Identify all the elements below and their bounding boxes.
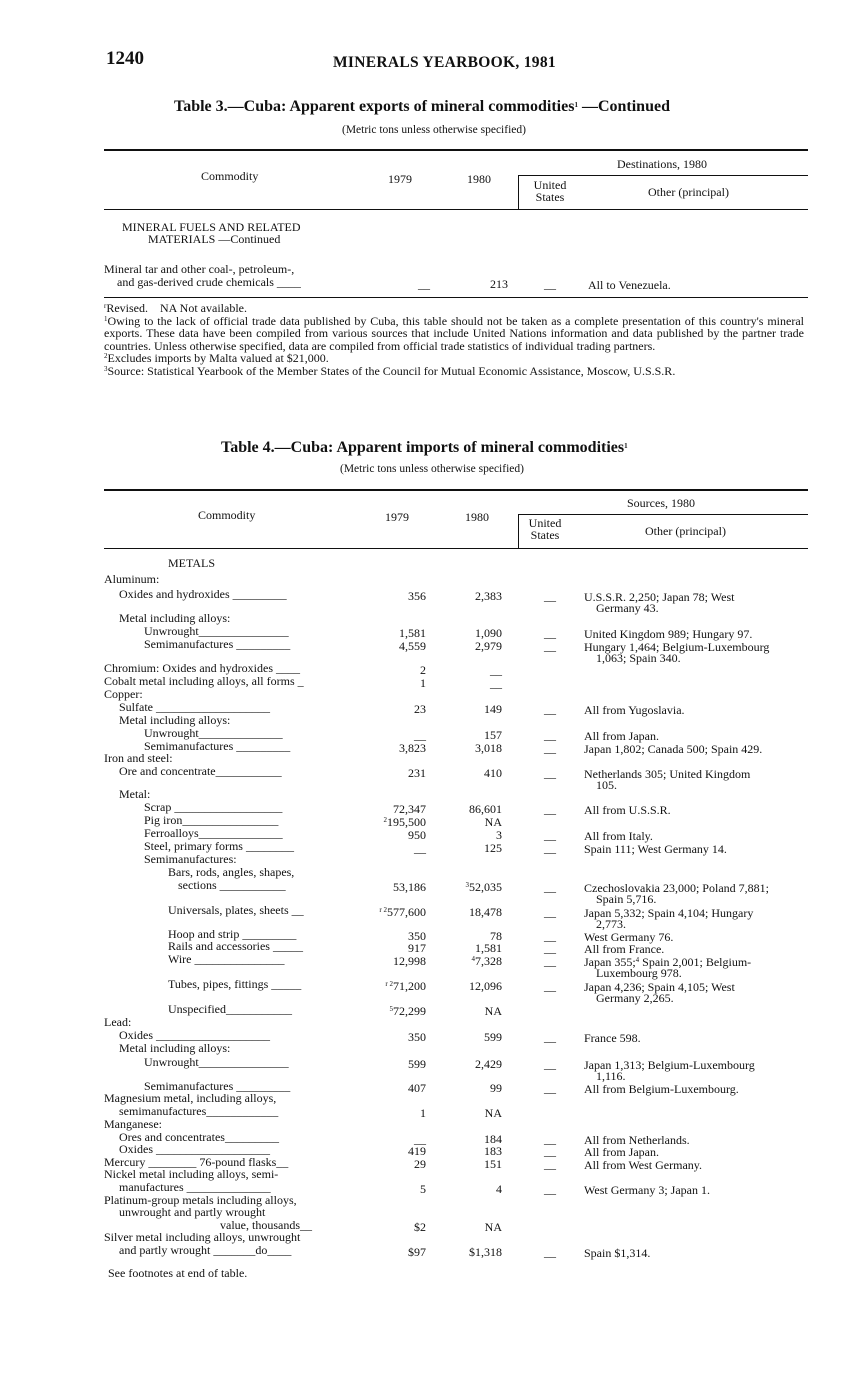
table3-row-commodity-2: and gas-derived crude chemicals ____	[117, 275, 301, 289]
table4-row-1979: __	[414, 841, 426, 855]
table4-row-us: __	[544, 589, 556, 603]
table4-row-commodity: Semimanufactures _________	[144, 739, 291, 753]
table4-row-commodity: Cobalt metal including alloys, all forms _	[104, 674, 304, 688]
table4-row-other: West Germany 3; Japan 1.	[584, 1183, 710, 1197]
table4-row-1980: 183	[484, 1144, 502, 1158]
table3-header-1979: 1979	[388, 172, 412, 186]
table3-row-1980: 213	[490, 277, 508, 291]
table4-row-1980: NA	[484, 1004, 502, 1018]
table4-row-commodity: Magnesium metal, including alloys,	[104, 1091, 277, 1105]
table4-row-commodity: manufactures ______________	[119, 1180, 271, 1194]
table4-row-other: West Germany 76.	[584, 930, 674, 944]
table4-row-commodity: Sulfate ___________________	[119, 700, 270, 714]
table4-row-1980-value: 52,035	[469, 880, 502, 894]
table4-row-commodity: Silver metal including alloys, unwrought	[104, 1230, 301, 1244]
table4-row-commodity: Steel, primary forms ________	[144, 839, 294, 853]
footnote-revised-mark: r	[104, 302, 107, 310]
table4-top-rule	[104, 489, 808, 491]
table4-row-commodity: Pig iron________________	[144, 813, 279, 827]
table4-row-1980: 599	[484, 1030, 502, 1044]
table4-row-1979: 3,823	[399, 741, 426, 755]
footnote-3-mark: 3	[104, 364, 108, 373]
table4-row-commodity: Metal including alloys:	[119, 713, 231, 727]
footnote-1-text: Owing to the lack of official trade data published by Cuba, this table should not be taken as a complete presentation of this country's mineral exports. These data have been compiled from various sources that include United Nations information and data published by the partner trade countries. Unless otherwise specified, data are compiled from official trade statistics of individual trading partners.	[104, 313, 804, 353]
table4-row-other: U.S.S.R. 2,250; Japan 78; West	[584, 590, 735, 604]
table4-row-other: Japan 5,332; Spain 4,104; Hungary	[584, 906, 754, 920]
table4-row-commodity: Semimanufactures _________	[144, 637, 291, 651]
table4-row-us: __	[544, 1132, 556, 1146]
table4-row-1979: __	[414, 728, 426, 742]
table4-row-us: __	[544, 702, 556, 716]
table4-row-commodity: Unwrought______________	[144, 726, 283, 740]
table4-row-1979-value: 71,200	[393, 979, 426, 993]
table4-header-us-line2: States	[530, 528, 560, 542]
table4-row-other: Spain $1,314.	[584, 1246, 651, 1260]
table4-row-1979: 419	[408, 1144, 426, 1158]
table4-row-1980: 3,018	[475, 741, 502, 755]
table3-subtitle: (Metric tons unless otherwise specified)	[342, 124, 526, 136]
table4-row-other: All from France.	[584, 942, 665, 956]
table4-row-commodity: Aluminum:	[104, 572, 160, 586]
table3-row-us: __	[544, 277, 556, 291]
table4-row-commodity: Oxides ___________________	[119, 1028, 270, 1042]
table3-bottom-rule	[104, 297, 808, 298]
table4-row-us: __	[544, 979, 556, 993]
table4-row-other: Netherlands 305; United Kingdom	[584, 767, 751, 781]
table4-row-commodity: Platinum-group metals including alloys,	[104, 1193, 297, 1207]
table4-header-commodity: Commodity	[198, 508, 256, 522]
table4-row-commodity: METALS	[168, 556, 216, 570]
page-number: 1240	[106, 48, 144, 69]
table4-title-text: Table 4.—Cuba: Apparent imports of mineral commodities	[221, 439, 625, 456]
table4-row-commodity: Semimanufactures:	[144, 852, 237, 866]
table4-row-1979	[352, 1005, 426, 1018]
footnote-3-text: Source: Statistical Yearbook of the Member States of the Council for Mutual Economic Assistance, Moscow, U.S.S.R.	[107, 363, 676, 378]
table4-row-1979: 1,581	[399, 626, 426, 640]
table3-top-rule	[104, 149, 808, 151]
table3-header-commodity: Commodity	[201, 169, 259, 183]
table3-header-us-line2: States	[535, 190, 565, 204]
table4-row-1979: 23	[414, 702, 426, 716]
table4-row-1980: 184	[484, 1132, 502, 1146]
table4-row-1979: 231	[408, 766, 426, 780]
table4-row-us: __	[544, 1245, 556, 1259]
table4-row-other: All from Yugoslavia.	[584, 703, 685, 717]
table4-row-1980-sup: 4	[471, 955, 475, 963]
table4-row-1979	[352, 980, 426, 993]
table4-row-other: United Kingdom 989; Hungary 97.	[584, 627, 753, 641]
table4-row-us: __	[544, 728, 556, 742]
table4-row-1979: 407	[408, 1081, 426, 1095]
table4-row-commodity: unwrought and partly wrought	[119, 1205, 266, 1219]
table4-row-other-rest: Spain 2,001; Belgium-	[639, 955, 752, 969]
table4-row-1979: __	[414, 1132, 426, 1146]
table4-row-1980: 3	[496, 828, 502, 842]
table4-row-1979: 72,347	[393, 802, 426, 816]
table3-header-bottom-rule	[104, 209, 808, 210]
table4-row-1979: 917	[408, 941, 426, 955]
table4-row-other: Japan 4,236; Spain 4,105; West	[584, 980, 735, 994]
table4-row-other-cont: Luxembourg 978.	[596, 966, 682, 980]
footnote-revised-text: Revised.	[106, 301, 149, 315]
table4-row-other: Czechoslovakia 23,000; Poland 7,881;	[584, 881, 769, 895]
table4-row-1979: 599	[408, 1057, 426, 1071]
table4-row-1980: NA	[484, 1106, 502, 1120]
table4-row-commodity: Copper:	[104, 687, 143, 701]
table4-row-commodity: sections ___________	[178, 878, 286, 892]
table4-row-commodity: Manganese:	[104, 1117, 162, 1131]
table4-row-other-cont: 1,116.	[596, 1069, 626, 1083]
table4-subtitle: (Metric tons unless otherwise specified)	[340, 463, 524, 475]
table4-row-commodity: Iron and steel:	[104, 751, 173, 765]
table4-vline	[518, 514, 519, 548]
table4-group-rule	[518, 514, 808, 515]
table4-row-other-cont: Germany 43.	[596, 601, 659, 615]
table4-row-commodity: Lead:	[104, 1015, 132, 1029]
table4-row-commodity: Mercury ________ 76-pound flasks__	[104, 1155, 289, 1169]
table4-row-1979-sup: r 2	[385, 980, 393, 988]
table4-row-1980-value: 7,328	[475, 954, 502, 968]
table4-row-commodity: Metal including alloys:	[119, 1041, 231, 1055]
table4-row-commodity: Metal including alloys:	[119, 611, 231, 625]
table4-row-commodity: Hoop and strip _________	[168, 927, 297, 941]
table3-footnotes	[104, 302, 804, 377]
table4-header-united-states	[517, 517, 573, 541]
table4-row-other: All from Belgium-Luxembourg.	[584, 1082, 739, 1096]
table4-header-1979: 1979	[385, 510, 409, 524]
table4-row-other: All from West Germany.	[584, 1158, 703, 1172]
table4-row-1979: $2	[414, 1220, 426, 1234]
table4-row-commodity: Metal:	[119, 787, 151, 801]
table4-row-us: __	[544, 766, 556, 780]
table4-row-1980: __	[490, 663, 502, 677]
table4-title	[221, 439, 628, 457]
table4-row-commodity: Semimanufactures _________	[144, 1079, 291, 1093]
table4-row-commodity: Ferroalloys______________	[144, 826, 283, 840]
table4-row-other-text: Japan 355;	[584, 955, 636, 969]
table4-row-commodity: semimanufactures____________	[119, 1104, 279, 1118]
table4-row-1980: __	[490, 676, 502, 690]
table4-row-other-cont: 2,773.	[596, 917, 626, 931]
table4-row-us: __	[544, 741, 556, 755]
table4-row-other: All from Japan.	[584, 1145, 659, 1159]
table3-row-other: All to Venezuela.	[588, 278, 671, 292]
table4-row-other-cont: 1,063; Spain 340.	[596, 651, 681, 665]
table4-row-other: All from U.S.S.R.	[584, 803, 671, 817]
table3-header-us-line1: United	[533, 178, 567, 192]
table3-title-sup: 1	[574, 101, 578, 109]
table4-row-1980: 410	[484, 766, 502, 780]
table4-row-1980: 99	[490, 1081, 502, 1095]
table4-row-1980: 2,429	[475, 1057, 502, 1071]
table4-row-commodity: Oxides ___________________	[119, 1142, 270, 1156]
table4-row-commodity: Oxides and hydroxides _________	[119, 587, 287, 601]
table4-row-other: France 598.	[584, 1031, 641, 1045]
table4-row-1979: 2	[420, 663, 426, 677]
table4-footer-note: See footnotes at end of table.	[108, 1266, 248, 1280]
table3-header-group: Destinations, 1980	[617, 157, 707, 171]
table4-row-commodity: Ore and concentrate___________	[119, 764, 282, 778]
table4-row-1979: 1	[420, 1106, 426, 1120]
table4-row-other-cont: Spain 5,716.	[596, 892, 657, 906]
table3-group-rule	[518, 175, 808, 176]
table4-row-1979-value: 195,500	[387, 815, 426, 829]
table4-row-us: __	[544, 626, 556, 640]
table4-row-us: __	[544, 929, 556, 943]
table3-title-text: Table 3.—Cuba: Apparent exports of mineral commodities	[174, 98, 575, 115]
table4-row-commodity: Wire _______________	[168, 952, 285, 966]
table4-row-commodity: Tubes, pipes, fittings _____	[168, 977, 302, 991]
table4-row-commodity: Bars, rods, angles, shapes,	[168, 865, 295, 879]
table3-title	[174, 98, 670, 116]
table4-row-1979: 950	[408, 828, 426, 842]
table4-row-1980: 1,581	[475, 941, 502, 955]
table4-header-group: Sources, 1980	[627, 496, 695, 510]
table4-row-us: __	[544, 828, 556, 842]
footnote-2-mark: 2	[104, 352, 108, 360]
table3-section-line2: MATERIALS —Continued	[148, 232, 281, 246]
table4-row-commodity: Ores and concentrates_________	[119, 1130, 279, 1144]
table4-row-1979-sup: 5	[389, 1005, 393, 1013]
table4-row-1979-value: 72,299	[393, 1004, 426, 1018]
table4-row-1980	[430, 881, 502, 894]
table4-row-1980: 2,979	[475, 639, 502, 653]
table4-row-us: __	[544, 1081, 556, 1095]
table4-header-1980: 1980	[465, 510, 489, 524]
table3-header-1980: 1980	[467, 172, 491, 186]
table4-row-us: __	[544, 941, 556, 955]
table4-row-other: Japan 1,313; Belgium-Luxembourg	[584, 1058, 755, 1072]
table3-vline	[518, 175, 519, 209]
table4-row-1979-sup: r 2	[379, 906, 387, 914]
table3-header-united-states	[522, 179, 578, 203]
table4-row-1979: $97	[408, 1245, 426, 1259]
table4-row-other: All from Italy.	[584, 829, 653, 843]
table3-row-commodity-1: Mineral tar and other coal-, petroleum-,	[104, 262, 295, 276]
table4-row-us: __	[544, 1157, 556, 1171]
table4-row-1980: 86,601	[469, 802, 502, 816]
table4-header-other: Other (principal)	[645, 524, 726, 538]
table4-row-1980: 157	[484, 728, 502, 742]
table4-row-1980: $1,318	[469, 1245, 502, 1259]
table4-row-us: __	[544, 639, 556, 653]
table4-row-1980: NA	[484, 1220, 502, 1234]
table4-row-1979	[352, 906, 426, 919]
table4-row-commodity: Scrap __________________	[144, 800, 283, 814]
table4-row-1980: 2,383	[475, 589, 502, 603]
table4-row-1980: 12,096	[469, 979, 502, 993]
table4-row-1979: 12,998	[393, 954, 426, 968]
table4-row-other: All from Netherlands.	[584, 1133, 690, 1147]
table4-row-us: __	[544, 802, 556, 816]
table4-row-us: __	[544, 1182, 556, 1196]
table4-row-other-cont: 105.	[596, 778, 617, 792]
table4-row-1979: 29	[414, 1157, 426, 1171]
table4-row-other: Spain 111; West Germany 14.	[584, 842, 727, 856]
table4-row-commodity: Chromium: Oxides and hydroxides ____	[104, 661, 300, 675]
table4-row-other: Japan 1,802; Canada 500; Spain 429.	[584, 742, 763, 756]
table4-row-1979: 53,186	[393, 880, 426, 894]
table4-row-commodity: Unwrought_______________	[144, 624, 289, 638]
table4-row-1979: 350	[408, 1030, 426, 1044]
table4-row-other: All from Japan.	[584, 729, 659, 743]
table4-row-commodity: Rails and accessories _____	[168, 939, 303, 953]
footnote-3	[104, 365, 804, 378]
table4-row-us: __	[544, 1057, 556, 1071]
table4-row-commodity: Unwrought_______________	[144, 1055, 289, 1069]
table4-row-commodity: Universals, plates, sheets __	[168, 903, 304, 917]
table4-row-commodity: value, thousands__	[220, 1218, 312, 1232]
table4-row-1980: 18,478	[469, 905, 502, 919]
table3-title-suffix: —Continued	[577, 98, 670, 115]
table4-row-1980: 125	[484, 841, 502, 855]
table3-section-line1: MINERAL FUELS AND RELATED	[122, 220, 301, 234]
table4-row-1980: 78	[490, 929, 502, 943]
table4-row-1980: 1,090	[475, 626, 502, 640]
footnote-1	[104, 315, 804, 353]
table4-row-1979: 350	[408, 929, 426, 943]
table4-row-1980	[430, 955, 502, 968]
running-head: MINERALS YEARBOOK, 1981	[333, 54, 556, 71]
table4-row-1980-sup: 3	[465, 881, 469, 889]
table4-row-other-sup: 4	[635, 956, 640, 964]
table3-header-other: Other (principal)	[648, 185, 729, 199]
table4-row-commodity: Unspecified___________	[168, 1002, 292, 1016]
table4-row-1979: 4,559	[399, 639, 426, 653]
table4-row-us: __	[544, 1144, 556, 1158]
table4-row-other-cont: Germany 2,265.	[596, 991, 674, 1005]
table4-row-other: Hungary 1,464; Belgium-Luxembourg	[584, 640, 770, 654]
table4-row-1980: 4	[496, 1182, 502, 1196]
table3-row-1979: __	[418, 277, 430, 291]
table4-row-1979-sup: 2	[383, 816, 387, 824]
footnote-na-text: NA Not available.	[160, 301, 247, 315]
table4-row-us: __	[544, 880, 556, 894]
table4-row-1979: 356	[408, 589, 426, 603]
table4-title-sup: 1	[624, 442, 628, 450]
table4-row-commodity: Nickel metal including alloys, semi-	[104, 1167, 279, 1181]
table4-header-bottom-rule	[104, 548, 808, 549]
table4-row-1979-value: 577,600	[387, 905, 426, 919]
table4-row-1980: NA	[484, 815, 502, 829]
table4-header-us-line1: United	[528, 516, 562, 530]
table4-row-1980: 151	[484, 1157, 502, 1171]
table4-row-1979: 1	[420, 676, 426, 690]
table4-row-1979: 5	[420, 1182, 426, 1196]
table4-row-1980: 149	[484, 702, 502, 716]
table4-row-commodity: and partly wrought _______do____	[119, 1243, 292, 1257]
footnote-2-text: Excludes imports by Malta valued at $21,000.	[107, 351, 329, 365]
table4-row-us: __	[544, 954, 556, 968]
table4-row-us: __	[544, 841, 556, 855]
table4-row-us: __	[544, 905, 556, 919]
footnote-1-mark: 1	[104, 314, 108, 323]
table4-row-us: __	[544, 1030, 556, 1044]
